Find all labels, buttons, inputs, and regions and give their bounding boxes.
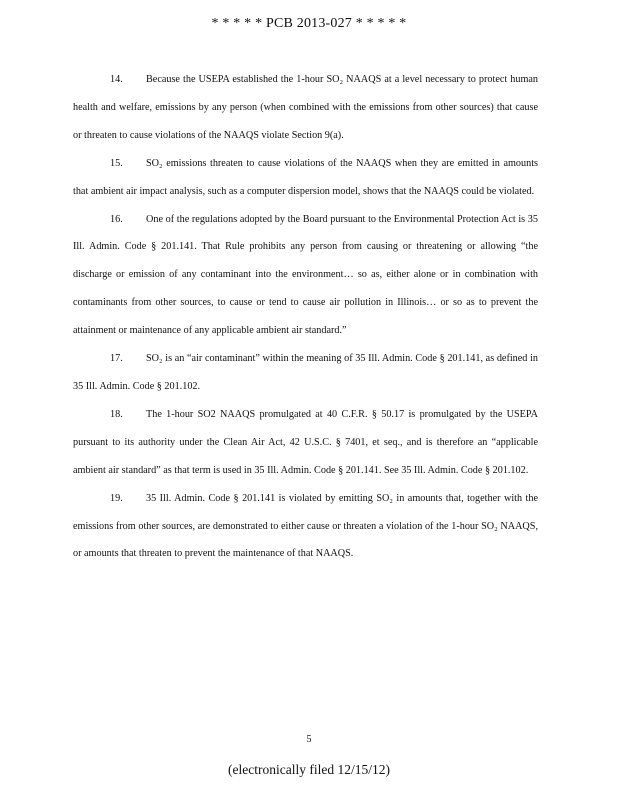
paragraph-text: SO₂ is an “air contaminant” within the meaning of 35 Ill. Admin. Code § 201.141, as defined in 35 Ill. Admin. Code § 201.102. [73, 353, 538, 392]
paragraph-number: 18. [110, 408, 123, 420]
filing-footer: (electronically filed 12/15/12) [228, 762, 390, 777]
paragraph-number: 15. [110, 157, 123, 169]
paragraph-number: 17. [110, 353, 123, 365]
paragraph-text: SO₂ emissions threaten to cause violations of the NAAQS when they are emitted in amounts that ambient air impact analysis, such as a computer dispersion model, shows that the NAAQS could be violated. [73, 157, 538, 197]
paragraph-15 [73, 150, 538, 206]
paragraph-text: One of the regulations adopted by the Board pursuant to the Environmental Protection Act is 35 Ill. Admin. Code § 201.141. That Rule prohibits any person from causing or threatening or allowing “the discharge or emission of any contaminant into the environment… so as, either alone or in combination with contaminants from other sources, to cause or tend to cause air pollution in Illinois… or so as to prevent the attainment or maintenance of any applicable ambient air standard.” [73, 213, 538, 337]
paragraph-18 [73, 401, 538, 485]
paragraph-text: Because the USEPA established the 1-hour SO₂ NAAQS at a level necessary to protect human health and welfare, emissions by any person (when combined with the emissions from other sources) that cause or threaten to cause violations of the NAAQS violate Section 9(a). [73, 74, 538, 141]
paragraph-14 [73, 66, 538, 150]
paragraph-text: 35 Ill. Admin. Code § 201.141 is violated by emitting SO₂ in amounts that, together with the emissions from other sources, are demonstrated to either cause or threaten a violation of the 1-hour SO₂ NAAQS, or amounts that threaten to prevent the maintenance of that NAAQS. [73, 492, 538, 560]
document-body [73, 66, 538, 568]
page-number: 5 [306, 734, 312, 745]
paragraph-text: The 1-hour SO2 NAAQS promulgated at 40 C.F.R. § 50.17 is promulgated by the USEPA pursuant to its authority under the Clean Air Act, 42 U.S.C. § 7401, et seq., and is therefore an “applicable ambient air standard” as that term is used in 35 Ill. Admin. Code § 201.141. See 35 Ill. Admin. Code § 201.102. [73, 408, 538, 476]
paragraph-17 [73, 345, 538, 401]
paragraph-16 [73, 206, 538, 346]
paragraph-19 [73, 485, 538, 569]
paragraph-number: 16. [110, 213, 123, 225]
paragraph-number: 14. [110, 74, 123, 85]
page-header: * * * * * PCB 2013-027 * * * * * [211, 16, 407, 31]
paragraph-number: 19. [110, 492, 123, 504]
